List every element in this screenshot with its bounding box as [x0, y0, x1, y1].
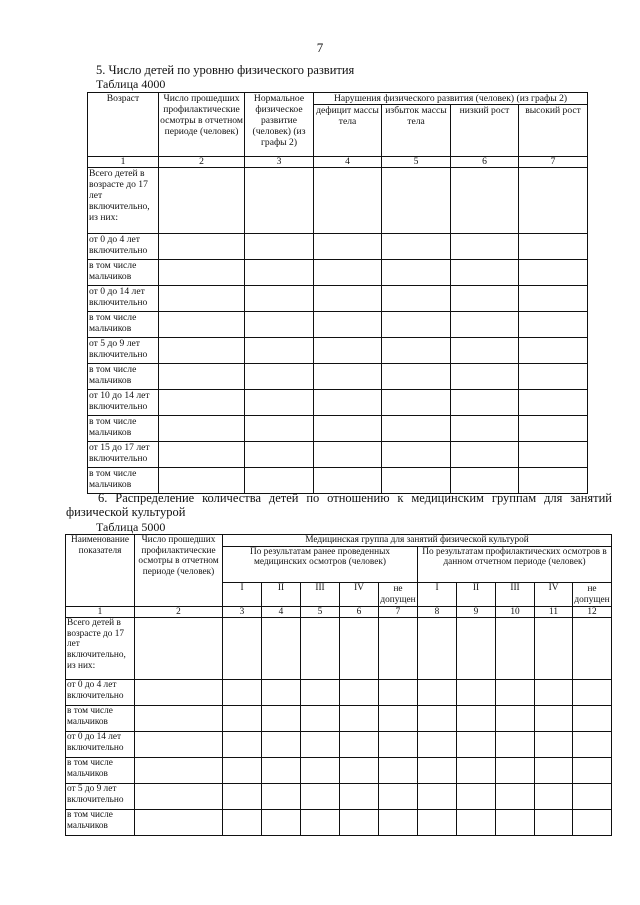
row-label: от 0 до 4 лет включительно	[88, 234, 159, 260]
table-cell	[159, 416, 245, 442]
column-number: 11	[535, 606, 573, 618]
table-cell	[159, 468, 245, 494]
table-cell	[535, 680, 573, 706]
table-row	[66, 784, 612, 810]
table-cell	[418, 618, 457, 680]
row-label: от 15 до 17 лет включительно	[88, 442, 159, 468]
table-cell	[135, 706, 223, 732]
table-cell	[535, 784, 573, 810]
table-cell	[340, 706, 379, 732]
table-cell	[382, 312, 451, 338]
row-label: Всего детей в возрасте до 17 лет включительно, из них:	[88, 168, 159, 234]
column-number: 4	[314, 157, 382, 168]
table-cell	[418, 784, 457, 810]
column-number: 12	[573, 606, 612, 618]
column-number: 3	[245, 157, 314, 168]
table-cell	[519, 312, 588, 338]
table-row	[88, 168, 588, 234]
table-cell	[519, 416, 588, 442]
table-cell	[245, 286, 314, 312]
table-cell	[379, 618, 418, 680]
header-group-previous: не допущен	[379, 582, 418, 606]
header-medical-group: Медицинская группа для занятий физической культурой	[223, 535, 612, 547]
table-cell	[379, 810, 418, 836]
table-row	[88, 312, 588, 338]
table-cell	[535, 706, 573, 732]
table-cell	[457, 680, 496, 706]
column-number: 8	[418, 606, 457, 618]
header-examined: Число прошедших профилактические осмотры в отчетном периоде (человек)	[159, 93, 245, 157]
table-row	[88, 390, 588, 416]
table-row	[66, 732, 612, 758]
table-cell	[379, 680, 418, 706]
column-number: 7	[519, 157, 588, 168]
row-label: от 0 до 14 лет включительно	[88, 286, 159, 312]
table-row	[88, 286, 588, 312]
table-cell	[379, 758, 418, 784]
table-cell	[223, 810, 262, 836]
table-cell	[314, 260, 382, 286]
row-label: в том числе мальчиков	[66, 706, 135, 732]
table-row	[66, 758, 612, 784]
table-cell	[496, 706, 535, 732]
table-cell	[379, 784, 418, 810]
table-cell	[451, 338, 519, 364]
header-group-previous: II	[262, 582, 301, 606]
table-row	[66, 810, 612, 836]
header-normal-development: Нормальное физическое развитие (человек) (из графы 2)	[245, 93, 314, 157]
section5-heading: 5. Число детей по уровню физического развития	[96, 63, 355, 77]
table-cell	[245, 338, 314, 364]
row-label: в том числе мальчиков	[88, 416, 159, 442]
table-cell	[301, 758, 340, 784]
table-row	[88, 234, 588, 260]
table-cell	[496, 618, 535, 680]
table-row	[88, 468, 588, 494]
table-cell	[496, 810, 535, 836]
table-cell	[519, 442, 588, 468]
table-cell	[223, 732, 262, 758]
table-cell	[135, 732, 223, 758]
table-cell	[451, 286, 519, 312]
row-label: от 5 до 9 лет включительно	[88, 338, 159, 364]
table-cell	[496, 680, 535, 706]
table-cell	[314, 338, 382, 364]
row-label: от 5 до 9 лет включительно	[66, 784, 135, 810]
table-cell	[382, 442, 451, 468]
table-cell	[223, 680, 262, 706]
table-cell	[301, 706, 340, 732]
table-cell	[159, 390, 245, 416]
column-number: 4	[262, 606, 301, 618]
table4000-caption: Таблица 4000	[96, 77, 166, 91]
table-cell	[301, 784, 340, 810]
table-cell	[451, 468, 519, 494]
header-age: Возраст	[88, 93, 159, 157]
table-cell	[262, 758, 301, 784]
table-cell	[519, 234, 588, 260]
header-examined: Число прошедших профилактические осмотры в отчетном периоде (человек)	[135, 535, 223, 607]
table-cell	[159, 364, 245, 390]
table-cell	[314, 364, 382, 390]
table-cell	[457, 810, 496, 836]
table-cell	[159, 338, 245, 364]
table-cell	[314, 234, 382, 260]
table-cell	[457, 706, 496, 732]
table-cell	[301, 732, 340, 758]
column-numbers-row	[66, 606, 612, 618]
table-cell	[159, 168, 245, 234]
table-cell	[223, 784, 262, 810]
column-number: 6	[451, 157, 519, 168]
row-label: от 0 до 14 лет включительно	[66, 732, 135, 758]
table-cell	[159, 442, 245, 468]
column-number: 1	[66, 606, 135, 618]
header-current-exams: По результатам профилактических осмотров в данном отчетном периоде (человек)	[418, 546, 612, 582]
table-cell	[314, 416, 382, 442]
table-cell	[535, 618, 573, 680]
table-4000	[87, 92, 588, 494]
column-number: 6	[340, 606, 379, 618]
table-cell	[135, 758, 223, 784]
table-cell	[519, 260, 588, 286]
table-cell	[451, 416, 519, 442]
table-cell	[519, 468, 588, 494]
table-cell	[223, 618, 262, 680]
table-cell	[457, 732, 496, 758]
table-cell	[301, 618, 340, 680]
table-cell	[245, 468, 314, 494]
table-cell	[340, 784, 379, 810]
table-5000	[65, 534, 612, 836]
table-cell	[340, 732, 379, 758]
table-cell	[379, 706, 418, 732]
table-row	[88, 338, 588, 364]
table-cell	[573, 784, 612, 810]
row-label: в том числе мальчиков	[88, 260, 159, 286]
header-group-current: I	[418, 582, 457, 606]
row-label: в том числе мальчиков	[88, 364, 159, 390]
table-cell	[451, 364, 519, 390]
table-cell	[223, 758, 262, 784]
table-cell	[451, 260, 519, 286]
row-label: от 10 до 14 лет включительно	[88, 390, 159, 416]
column-number: 5	[382, 157, 451, 168]
table-cell	[262, 732, 301, 758]
table-cell	[451, 234, 519, 260]
table-cell	[314, 312, 382, 338]
table-row	[66, 618, 612, 680]
table-cell	[262, 784, 301, 810]
table-cell	[535, 732, 573, 758]
table-row	[88, 364, 588, 390]
table-cell	[245, 260, 314, 286]
row-label: в том числе мальчиков	[88, 312, 159, 338]
header-weight-excess: избыток массы тела	[382, 105, 451, 157]
table-cell	[573, 810, 612, 836]
table-cell	[262, 810, 301, 836]
table-cell	[245, 364, 314, 390]
table-cell	[382, 234, 451, 260]
row-label: в том числе мальчиков	[66, 810, 135, 836]
column-number: 1	[88, 157, 159, 168]
table-cell	[382, 416, 451, 442]
table-cell	[314, 286, 382, 312]
page-number: 7	[316, 40, 324, 55]
table-cell	[135, 810, 223, 836]
table-cell	[573, 732, 612, 758]
row-label: в том числе мальчиков	[88, 468, 159, 494]
table-cell	[418, 810, 457, 836]
table-cell	[245, 390, 314, 416]
header-group-current: II	[457, 582, 496, 606]
table-cell	[382, 364, 451, 390]
header-previous-exams: По результатам ранее проведенных медицинских осмотров (человек)	[223, 546, 418, 582]
table-cell	[340, 758, 379, 784]
section6-heading-line2: физической культурой	[66, 505, 186, 519]
header-low-height: низкий рост	[451, 105, 519, 157]
table-cell	[535, 758, 573, 784]
table-cell	[245, 234, 314, 260]
table-cell	[262, 680, 301, 706]
table-cell	[340, 618, 379, 680]
table-cell	[457, 784, 496, 810]
table-cell	[301, 810, 340, 836]
table-cell	[135, 680, 223, 706]
table-cell	[135, 618, 223, 680]
section6-heading	[66, 491, 612, 519]
table-cell	[382, 338, 451, 364]
table-cell	[159, 286, 245, 312]
table-cell	[314, 442, 382, 468]
table-cell	[535, 810, 573, 836]
table-row	[88, 260, 588, 286]
header-group-previous: I	[223, 582, 262, 606]
header-violations: Нарушения физического развития (человек) (из графы 2)	[314, 93, 588, 105]
header-group-previous: IV	[340, 582, 379, 606]
table-cell	[245, 442, 314, 468]
table-cell	[262, 618, 301, 680]
table-cell	[418, 706, 457, 732]
table-cell	[262, 706, 301, 732]
table-row	[88, 442, 588, 468]
table-cell	[451, 312, 519, 338]
column-number: 7	[379, 606, 418, 618]
table-cell	[340, 810, 379, 836]
table-cell	[135, 784, 223, 810]
header-group-current: III	[496, 582, 535, 606]
table-cell	[418, 732, 457, 758]
table-cell	[496, 732, 535, 758]
table-cell	[382, 168, 451, 234]
table-cell	[223, 706, 262, 732]
table-cell	[418, 680, 457, 706]
table-cell	[418, 758, 457, 784]
table-cell	[519, 390, 588, 416]
table-cell	[496, 758, 535, 784]
table-cell	[382, 260, 451, 286]
header-group-current: не допущен	[573, 582, 612, 606]
table-cell	[451, 442, 519, 468]
table-cell	[519, 286, 588, 312]
table-cell	[457, 618, 496, 680]
table-cell	[379, 732, 418, 758]
table-cell	[573, 618, 612, 680]
table-cell	[451, 168, 519, 234]
table-cell	[159, 234, 245, 260]
table-cell	[245, 312, 314, 338]
table-cell	[245, 416, 314, 442]
table5000-caption: Таблица 5000	[96, 520, 166, 534]
table-cell	[159, 260, 245, 286]
table-cell	[314, 390, 382, 416]
row-label: в том числе мальчиков	[66, 758, 135, 784]
table-cell	[573, 758, 612, 784]
table-cell	[519, 338, 588, 364]
column-number: 5	[301, 606, 340, 618]
header-high-height: высокий рост	[519, 105, 588, 157]
table-cell	[382, 286, 451, 312]
table-row	[88, 416, 588, 442]
column-number: 10	[496, 606, 535, 618]
table-cell	[496, 784, 535, 810]
column-number: 3	[223, 606, 262, 618]
header-weight-deficit: дефицит массы тела	[314, 105, 382, 157]
table-row	[66, 706, 612, 732]
table-cell	[301, 680, 340, 706]
table-cell	[573, 706, 612, 732]
column-number: 9	[457, 606, 496, 618]
section6-heading-line1: 6. Распределение количества детей по отношению к медицинским группам для занятий	[98, 491, 612, 505]
table-cell	[382, 468, 451, 494]
table-cell	[382, 390, 451, 416]
column-number: 2	[159, 157, 245, 168]
row-label: Всего детей в возрасте до 17 лет включительно, из них:	[66, 618, 135, 680]
column-numbers-row	[88, 157, 588, 168]
row-label: от 0 до 4 лет включительно	[66, 680, 135, 706]
column-number: 2	[135, 606, 223, 618]
table-cell	[340, 680, 379, 706]
table-cell	[159, 312, 245, 338]
table-cell	[451, 390, 519, 416]
table-cell	[519, 364, 588, 390]
table-cell	[573, 680, 612, 706]
header-group-previous: III	[301, 582, 340, 606]
table-cell	[314, 168, 382, 234]
table-cell	[245, 168, 314, 234]
table-cell	[519, 168, 588, 234]
table-cell	[457, 758, 496, 784]
header-group-current: IV	[535, 582, 573, 606]
table-row	[66, 680, 612, 706]
table-cell	[314, 468, 382, 494]
header-indicator: Наименование показателя	[66, 535, 135, 607]
